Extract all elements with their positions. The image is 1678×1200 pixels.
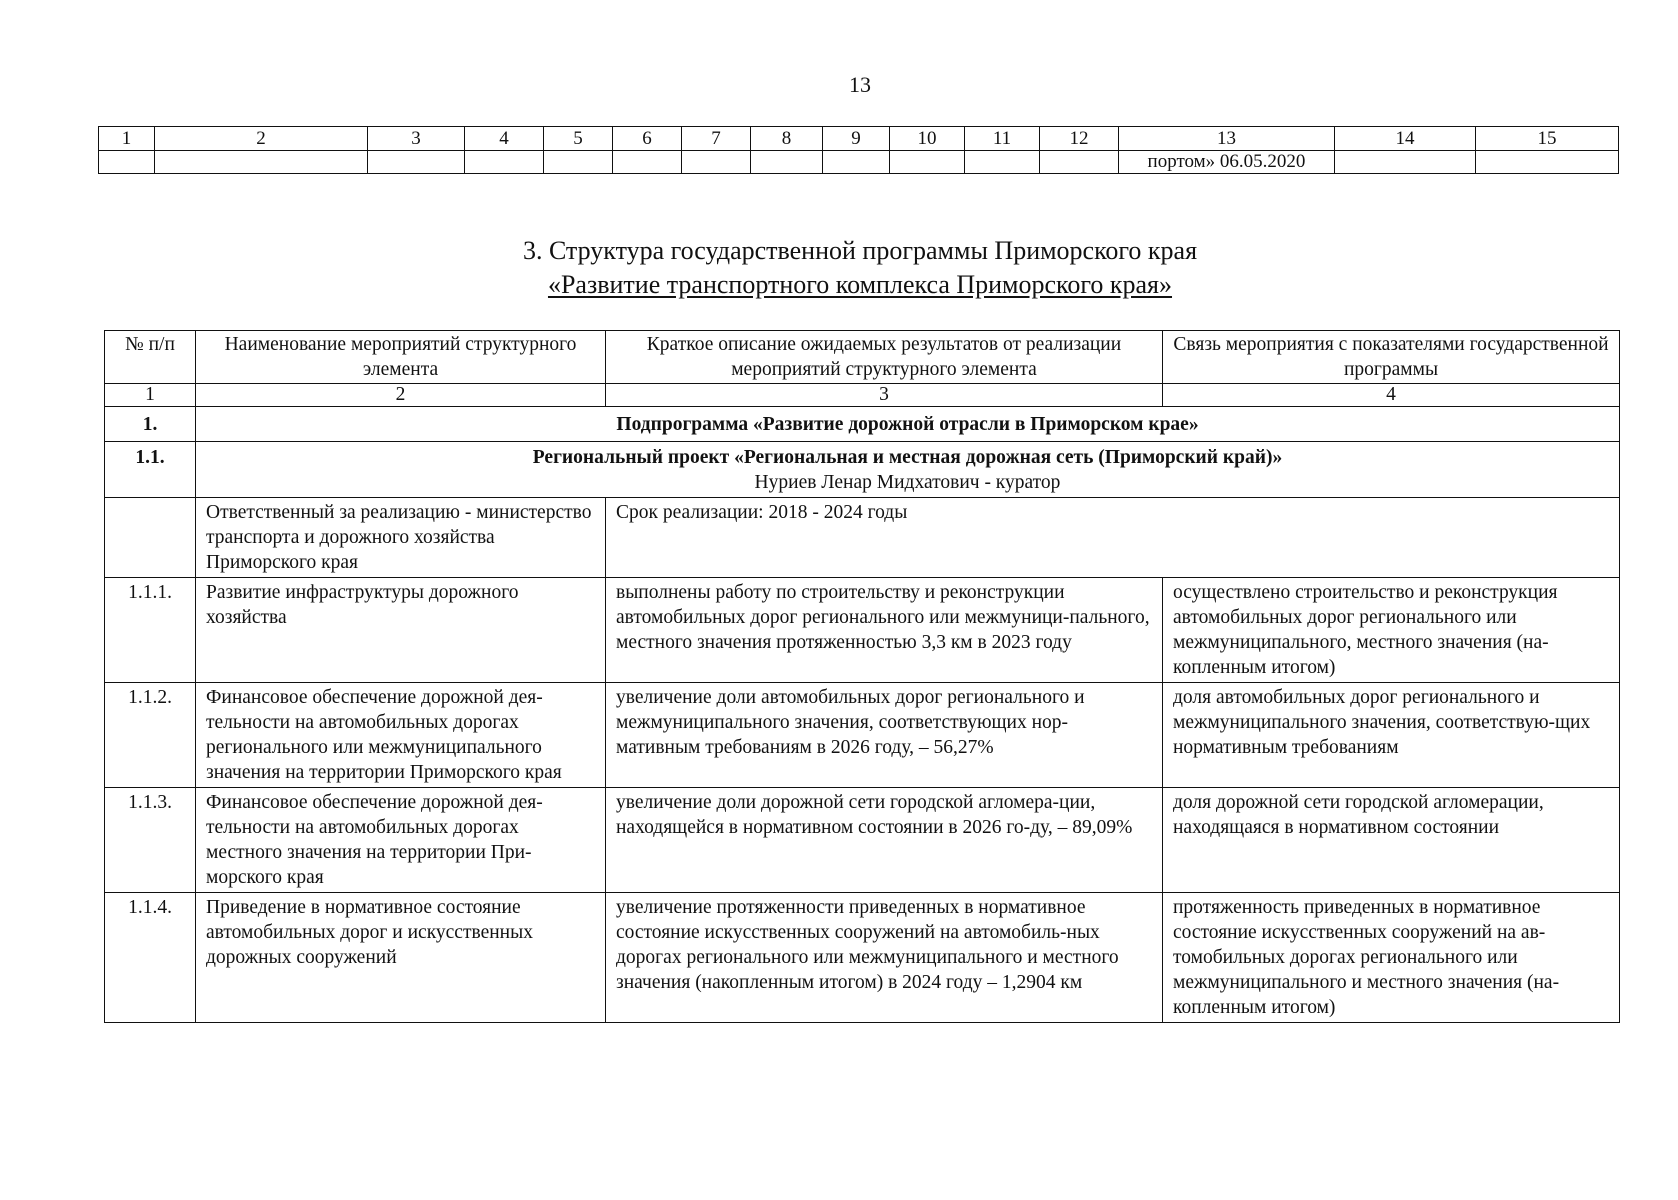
column-number: 13 (1119, 127, 1335, 151)
column-number: 7 (682, 127, 751, 151)
column-number: 2 (196, 384, 606, 407)
program-structure-table (104, 330, 1620, 1023)
expected-result: увеличение доли дорожной сети городской агломера-ции, находящейся в нормативном состоянии в 2026 го-ду, – 89,09% (606, 788, 1163, 893)
related-indicator: доля автомобильных дорог регионального и межмуниципального значения, соответствую-щих нормативным требованиям (1163, 683, 1620, 788)
responsible-row (105, 498, 1620, 578)
table-cell (965, 151, 1040, 174)
column-number: 15 (1476, 127, 1619, 151)
column-number: 14 (1335, 127, 1476, 151)
column-number: 12 (1040, 127, 1119, 151)
implementation-term: Срок реализации: 2018 - 2024 годы (606, 498, 1620, 578)
section-title: 3. Структура государственной программы Приморского края (522, 236, 1198, 265)
column-number: 6 (613, 127, 682, 151)
table-cell (1040, 151, 1119, 174)
related-indicator: доля дорожной сети городской агломерации, находящаяся в нормативном состоянии (1163, 788, 1620, 893)
column-number: 1 (99, 127, 155, 151)
column-numbers-row (105, 384, 1620, 407)
expected-result: выполнены работу по строительству и реконструкции автомобильных дорог регионального или межмуници-пального, местного значения протяженностью 3,3 км в 2023 году (606, 578, 1163, 683)
project-title: Региональный проект «Региональная и местная дорожная сеть (Приморский край)» (532, 447, 1283, 468)
header-indicator: Связь мероприятия с показателями государственной программы (1163, 331, 1620, 384)
table-cell (890, 151, 965, 174)
continuation-data-row (99, 151, 1619, 174)
row-number: 1.1.4. (105, 893, 196, 1023)
row-number: 1.1.1. (105, 578, 196, 683)
subprogram-title: Подпрограмма «Развитие дорожной отрасли в Приморском крае» (196, 407, 1620, 442)
table-cell (544, 151, 613, 174)
continuation-table (98, 126, 1619, 174)
empty-cell (105, 498, 196, 578)
column-number: 8 (751, 127, 823, 151)
measure-name: Приведение в нормативное состояние автомобильных дорог и искусственных дорожных сооружений (196, 893, 606, 1023)
subprogram-row (105, 407, 1620, 442)
measure-name: Развитие инфраструктуры дорожного хозяйства (196, 578, 606, 683)
related-indicator: осуществлено строительство и реконструкция автомобильных дорог регионального или межмуниципального, местного значения (на-копленным итогом) (1163, 578, 1620, 683)
table-row (105, 683, 1620, 788)
table-cell (1476, 151, 1619, 174)
table-cell (368, 151, 465, 174)
program-name: «Развитие транспортного комплекса Приморского края» (547, 270, 1173, 299)
table-row (105, 893, 1620, 1023)
related-indicator: протяженность приведенных в нормативное состояние искусственных сооружений на ав-томобильных дорогах регионального или межмуниципального и местного значения (на-копленным итогом) (1163, 893, 1620, 1023)
column-number: 3 (368, 127, 465, 151)
expected-result: увеличение протяженности приведенных в нормативное состояние искусственных сооружений на автомобиль-ных дорогах регионального или межмуниципального и местного значения (накопленным итогом) в 2024 году – 1,2904 км (606, 893, 1163, 1023)
table-cell (751, 151, 823, 174)
column-number: 2 (155, 127, 368, 151)
column-number: 5 (544, 127, 613, 151)
subprogram-number: 1. (105, 407, 196, 442)
header-name: Наименование мероприятий структурного элемента (196, 331, 606, 384)
row-number: 1.1.3. (105, 788, 196, 893)
column-number: 4 (1163, 384, 1620, 407)
header-result: Краткое описание ожидаемых результатов от реализации мероприятий структурного элемента (606, 331, 1163, 384)
column-number: 10 (890, 127, 965, 151)
column-number: 9 (823, 127, 890, 151)
table-cell (155, 151, 368, 174)
project-curator: Нуриев Ленар Мидхатович - куратор (754, 472, 1061, 493)
table-cell (1335, 151, 1476, 174)
table-header-row (105, 331, 1620, 384)
measure-name: Финансовое обеспечение дорожной дея-тельности на автомобильных дорогах регионального или межмуниципального значения на территории Приморского края (196, 683, 606, 788)
column-number: 11 (965, 127, 1040, 151)
row-number: 1.1.2. (105, 683, 196, 788)
responsible-text: Ответственный за реализацию - министерство транспорта и дорожного хозяйства Приморского края (196, 498, 606, 578)
page-number: 13 (849, 72, 871, 97)
continuation-header-row (99, 127, 1619, 151)
measure-name: Финансовое обеспечение дорожной дея-тельности на автомобильных дорогах местного значения на территории При-морского края (196, 788, 606, 893)
table-row (105, 578, 1620, 683)
column-number: 4 (465, 127, 544, 151)
column-number: 1 (105, 384, 196, 407)
table-cell (465, 151, 544, 174)
project-row (105, 442, 1620, 498)
section-heading (0, 234, 1678, 302)
project-number: 1.1. (105, 442, 196, 498)
table-cell (682, 151, 751, 174)
table-cell (99, 151, 155, 174)
project-cell (196, 442, 1620, 498)
table-cell-date: портом» 06.05.2020 (1119, 151, 1335, 174)
header-number: № п/п (105, 331, 196, 384)
column-number: 3 (606, 384, 1163, 407)
table-row (105, 788, 1620, 893)
table-cell (613, 151, 682, 174)
table-cell (823, 151, 890, 174)
expected-result: увеличение доли автомобильных дорог регионального и межмуниципального значения, соответствующих нор-мативным требованиям в 2026 году, – 56,27% (606, 683, 1163, 788)
